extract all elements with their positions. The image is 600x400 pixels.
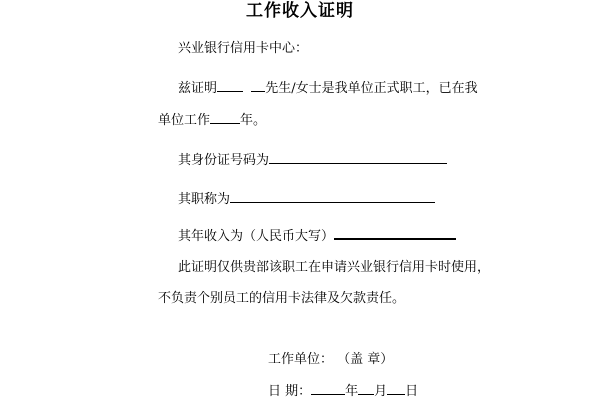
recipient-line: 兴业银行信用卡中心： (178, 41, 309, 56)
job-title-label: 其职称为 (178, 192, 231, 207)
name-blank-2 (251, 78, 265, 92)
month-blank (358, 381, 374, 395)
name-blank-1 (217, 78, 243, 92)
income-label: 其年收入为（人民币大写） (178, 229, 335, 244)
certify-prefix: 兹证明 (178, 81, 218, 96)
job-title-blank (230, 189, 435, 203)
employer-label: 工作单位： (268, 352, 334, 367)
date-label: 日 期： (268, 384, 312, 399)
job-title-line (178, 189, 435, 208)
usage-line-1: 此证明仅供贵部该职工在申请兴业银行信用卡时使用， (178, 260, 491, 275)
id-number-blank (269, 150, 447, 164)
seal-text: （盖 章） (337, 352, 394, 367)
id-number-line (178, 150, 447, 169)
id-number-label: 其身份证号码为 (178, 153, 270, 168)
tenure-line (158, 110, 266, 129)
tenure-prefix: 单位工作 (158, 113, 211, 128)
certify-line (178, 78, 478, 97)
date-line (268, 381, 418, 400)
year-blank (311, 381, 345, 395)
income-blank (334, 225, 456, 240)
usage-line-2: 不负责个别员工的信用卡法律及欠款责任。 (158, 291, 406, 306)
certify-suffix: 先生/女士是我单位正式职工，已在我 (265, 81, 478, 96)
year-text: 年 (345, 384, 359, 399)
document-title: 工作收入证明 (246, 1, 354, 21)
employer-line (268, 352, 393, 368)
income-line (178, 225, 456, 245)
day-blank (387, 381, 405, 395)
tenure-suffix: 年。 (240, 113, 267, 128)
years-blank (210, 110, 240, 124)
month-text: 月 (374, 384, 388, 399)
day-text: 日 (405, 384, 419, 399)
